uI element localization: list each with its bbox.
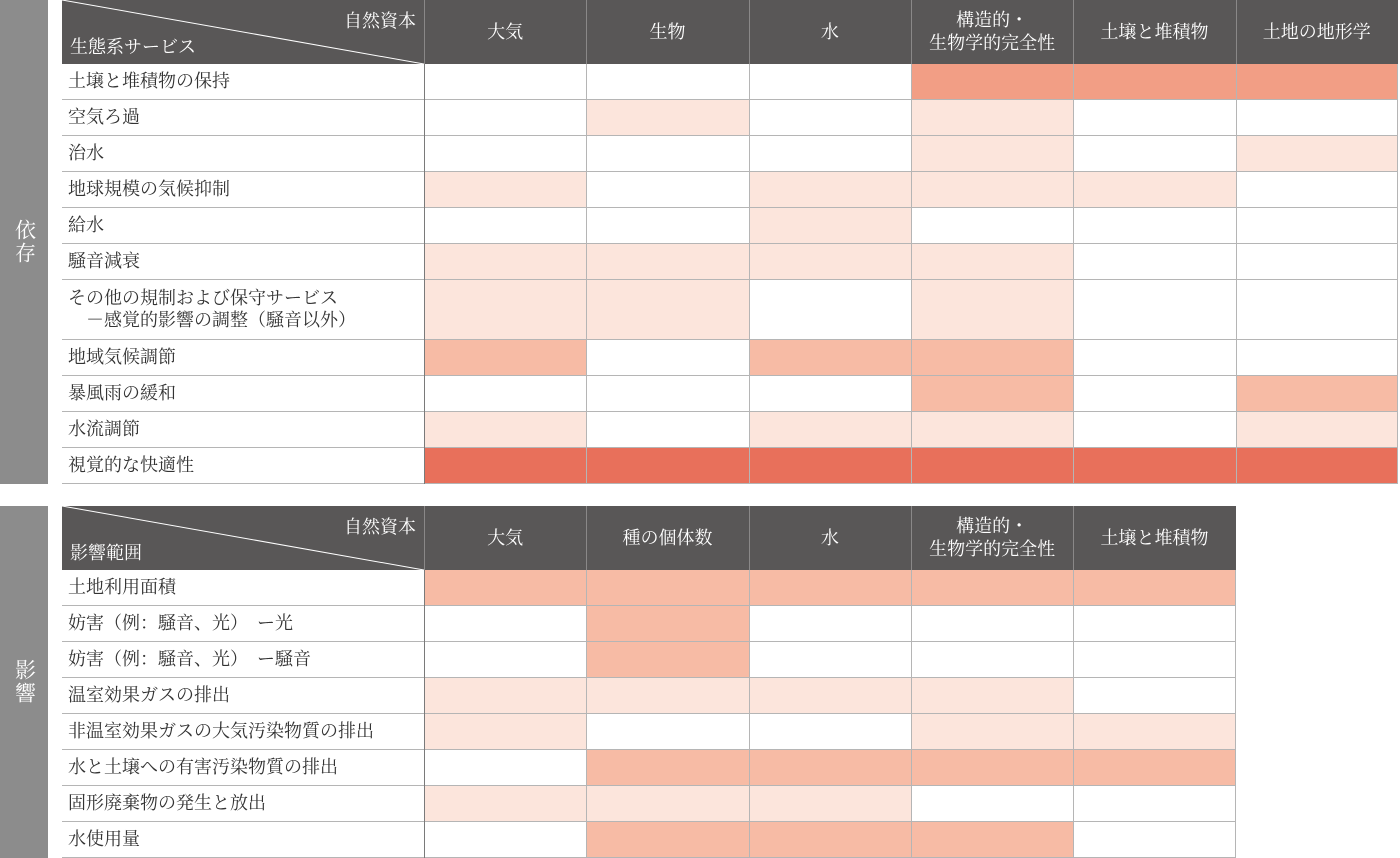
- side-label-text: 影響: [12, 659, 37, 705]
- row-label: 水使用量: [62, 822, 424, 858]
- heat-cell: [1073, 678, 1235, 714]
- heat-cell: [586, 172, 748, 208]
- table-row: [62, 172, 1398, 208]
- heat-cell: [586, 100, 748, 136]
- heat-cell: [586, 136, 748, 172]
- row-label: その他の規制および保守サービス －感覚的影響の調整（騒音以外）: [62, 280, 424, 340]
- heat-cell: [1236, 64, 1398, 100]
- row-label: 固形廃棄物の発生と放出: [62, 786, 424, 822]
- heat-cell: [749, 412, 911, 448]
- heat-cell: [1073, 244, 1235, 280]
- heat-cell: [749, 642, 911, 678]
- heat-cell: [911, 64, 1073, 100]
- corner-row-heading: 生態系サービス: [70, 37, 196, 58]
- heat-cell: [424, 340, 586, 376]
- header-divider: [1073, 0, 1074, 64]
- column-divider: [749, 570, 750, 858]
- heat-cell: [1236, 136, 1398, 172]
- heat-cell: [911, 822, 1073, 858]
- heat-cell: [1236, 208, 1398, 244]
- heat-cell: [749, 172, 911, 208]
- table-row: [62, 376, 1398, 412]
- heat-cell: [424, 678, 586, 714]
- heat-cell: [424, 606, 586, 642]
- row-label: 治水: [62, 136, 424, 172]
- heat-cell: [749, 64, 911, 100]
- heat-cell: [911, 208, 1073, 244]
- column-divider: [911, 570, 912, 858]
- heat-cell: [424, 244, 586, 280]
- heat-cell: [911, 340, 1073, 376]
- heat-cell: [586, 412, 748, 448]
- column-divider: [1397, 64, 1398, 484]
- heat-cell: [911, 606, 1073, 642]
- row-label: 地球規模の気候抑制: [62, 172, 424, 208]
- heat-cell: [749, 280, 911, 340]
- row-label: 騒音減衰: [62, 244, 424, 280]
- heat-cell: [749, 244, 911, 280]
- row-label: 地域気候調節: [62, 340, 424, 376]
- table-row: [62, 100, 1398, 136]
- heat-cell: [1073, 606, 1235, 642]
- column-divider: [586, 64, 587, 484]
- table-row: [62, 244, 1398, 280]
- heat-cell: [1073, 714, 1235, 750]
- heat-cell: [749, 822, 911, 858]
- table-row: [62, 642, 1236, 678]
- row-label: 温室効果ガスの排出: [62, 678, 424, 714]
- heat-cell: [911, 750, 1073, 786]
- heat-cell: [749, 136, 911, 172]
- header-divider: [586, 0, 587, 64]
- row-label: 給水: [62, 208, 424, 244]
- table-row: [62, 786, 1236, 822]
- heat-cell: [1236, 376, 1398, 412]
- row-label: 非温室効果ガスの大気汚染物質の排出: [62, 714, 424, 750]
- corner-column-heading: 自然資本: [344, 11, 416, 32]
- table-row: [62, 208, 1398, 244]
- table-row: [62, 136, 1398, 172]
- column-header: 土壌と堆積物: [1073, 0, 1235, 64]
- side-label-text: 依存: [12, 219, 37, 265]
- header-divider: [911, 0, 912, 64]
- corner-row-heading: 影響範囲: [70, 543, 142, 564]
- heat-cell: [911, 786, 1073, 822]
- table-row: [62, 606, 1236, 642]
- heat-cell: [1073, 570, 1235, 606]
- row-label: 空気ろ過: [62, 100, 424, 136]
- heat-cell: [586, 64, 748, 100]
- heat-cell: [911, 570, 1073, 606]
- heat-cell: [1236, 100, 1398, 136]
- table-row: [62, 822, 1236, 858]
- heat-cell: [586, 244, 748, 280]
- column-divider: [1073, 64, 1074, 484]
- heat-cell: [911, 244, 1073, 280]
- heat-cell: [1073, 172, 1235, 208]
- header-divider: [424, 506, 425, 570]
- heat-cell: [424, 822, 586, 858]
- row-label: 水流調節: [62, 412, 424, 448]
- heat-cell: [424, 64, 586, 100]
- table-row: [62, 280, 1398, 340]
- heat-cell: [424, 208, 586, 244]
- column-divider: [1073, 570, 1074, 858]
- heat-cell: [586, 678, 748, 714]
- matrix-table: [62, 506, 1236, 858]
- heat-cell: [586, 340, 748, 376]
- header-divider: [1236, 0, 1237, 64]
- heat-cell: [1073, 448, 1235, 484]
- table-row: [62, 64, 1398, 100]
- heat-cell: [424, 280, 586, 340]
- column-divider: [424, 570, 425, 858]
- heat-cell: [424, 642, 586, 678]
- column-divider: [1236, 64, 1237, 484]
- column-divider: [424, 64, 425, 484]
- impact-section: [0, 506, 1400, 858]
- heat-cell: [749, 208, 911, 244]
- row-label: 妨害（例：騒音、光） ー騒音: [62, 642, 424, 678]
- heat-cell: [749, 376, 911, 412]
- heat-cell: [586, 714, 748, 750]
- heat-cell: [911, 642, 1073, 678]
- heat-cell: [1073, 64, 1235, 100]
- row-label: 妨害（例：騒音、光） ー光: [62, 606, 424, 642]
- table-row: [62, 750, 1236, 786]
- heat-cell: [749, 678, 911, 714]
- heat-cell: [1073, 642, 1235, 678]
- heat-cell: [586, 786, 748, 822]
- corner-header: [62, 506, 424, 570]
- heat-cell: [749, 606, 911, 642]
- section-side-label: [0, 0, 48, 484]
- heat-cell: [586, 208, 748, 244]
- heat-cell: [586, 642, 748, 678]
- table-row: [62, 678, 1236, 714]
- column-header: 水: [749, 506, 911, 570]
- heat-cell: [1073, 786, 1235, 822]
- column-header: 構造的・ 生物学的完全性: [911, 506, 1073, 570]
- heat-cell: [749, 714, 911, 750]
- header-divider: [749, 506, 750, 570]
- heat-cell: [586, 750, 748, 786]
- heat-cell: [749, 570, 911, 606]
- heat-cell: [1236, 412, 1398, 448]
- heat-cell: [749, 786, 911, 822]
- column-divider: [749, 64, 750, 484]
- heat-cell: [749, 340, 911, 376]
- heat-cell: [1073, 100, 1235, 136]
- heat-cell: [586, 280, 748, 340]
- heat-cell: [1236, 244, 1398, 280]
- table-row: [62, 448, 1398, 484]
- heat-cell: [1073, 136, 1235, 172]
- column-header: 構造的・ 生物学的完全性: [911, 0, 1073, 64]
- heat-cell: [424, 714, 586, 750]
- heat-cell: [586, 376, 748, 412]
- column-header: 土地の地形学: [1236, 0, 1398, 64]
- heat-cell: [1236, 340, 1398, 376]
- row-label: 水と土壌への有害汚染物質の排出: [62, 750, 424, 786]
- heat-cell: [424, 100, 586, 136]
- heat-cell: [1073, 340, 1235, 376]
- heat-cell: [911, 412, 1073, 448]
- corner-column-heading: 自然資本: [344, 517, 416, 538]
- heat-cell: [749, 750, 911, 786]
- row-label: 土地利用面積: [62, 570, 424, 606]
- heat-cell: [1073, 376, 1235, 412]
- heat-cell: [586, 448, 748, 484]
- header-divider: [749, 0, 750, 64]
- heat-cell: [1073, 822, 1235, 858]
- table-header-row: [62, 506, 1236, 570]
- heat-cell: [424, 136, 586, 172]
- header-divider: [911, 506, 912, 570]
- heat-cell: [911, 376, 1073, 412]
- column-divider: [1235, 570, 1236, 858]
- heat-cell: [1073, 412, 1235, 448]
- column-header: 生物: [586, 0, 748, 64]
- heat-cell: [911, 280, 1073, 340]
- heat-cell: [1073, 750, 1235, 786]
- header-divider: [586, 506, 587, 570]
- heat-cell: [1236, 172, 1398, 208]
- column-divider: [911, 64, 912, 484]
- table-row: [62, 570, 1236, 606]
- heat-cell: [1073, 280, 1235, 340]
- table-row: [62, 412, 1398, 448]
- heat-cell: [586, 570, 748, 606]
- row-label: 視覚的な快適性: [62, 448, 424, 484]
- row-divider: [62, 483, 1398, 484]
- table-row: [62, 340, 1398, 376]
- header-divider: [424, 0, 425, 64]
- column-header: 土壌と堆積物: [1073, 506, 1235, 570]
- heat-cell: [1073, 208, 1235, 244]
- heat-cell: [424, 172, 586, 208]
- section-side-label: [0, 506, 48, 858]
- heat-cell: [424, 786, 586, 822]
- table-header-row: [62, 0, 1398, 64]
- heat-cell: [424, 412, 586, 448]
- column-header: 大気: [424, 0, 586, 64]
- heat-cell: [749, 100, 911, 136]
- heat-cell: [911, 136, 1073, 172]
- heat-cell: [424, 376, 586, 412]
- heat-cell: [749, 448, 911, 484]
- heat-cell: [424, 570, 586, 606]
- heat-cell: [1236, 448, 1398, 484]
- heat-cell: [911, 172, 1073, 208]
- table-row: [62, 714, 1236, 750]
- column-header: 大気: [424, 506, 586, 570]
- heat-cell: [586, 606, 748, 642]
- row-label: 土壌と堆積物の保持: [62, 64, 424, 100]
- heat-cell: [586, 822, 748, 858]
- header-divider: [1073, 506, 1074, 570]
- heat-cell: [424, 750, 586, 786]
- heat-cell: [1236, 280, 1398, 340]
- heat-cell: [911, 714, 1073, 750]
- column-divider: [586, 570, 587, 858]
- column-header: 水: [749, 0, 911, 64]
- heat-cell: [911, 678, 1073, 714]
- heat-cell: [424, 448, 586, 484]
- heat-cell: [911, 100, 1073, 136]
- corner-header: [62, 0, 424, 64]
- row-label: 暴風雨の緩和: [62, 376, 424, 412]
- column-header: 種の個体数: [586, 506, 748, 570]
- matrix-table: [62, 0, 1398, 484]
- heat-cell: [911, 448, 1073, 484]
